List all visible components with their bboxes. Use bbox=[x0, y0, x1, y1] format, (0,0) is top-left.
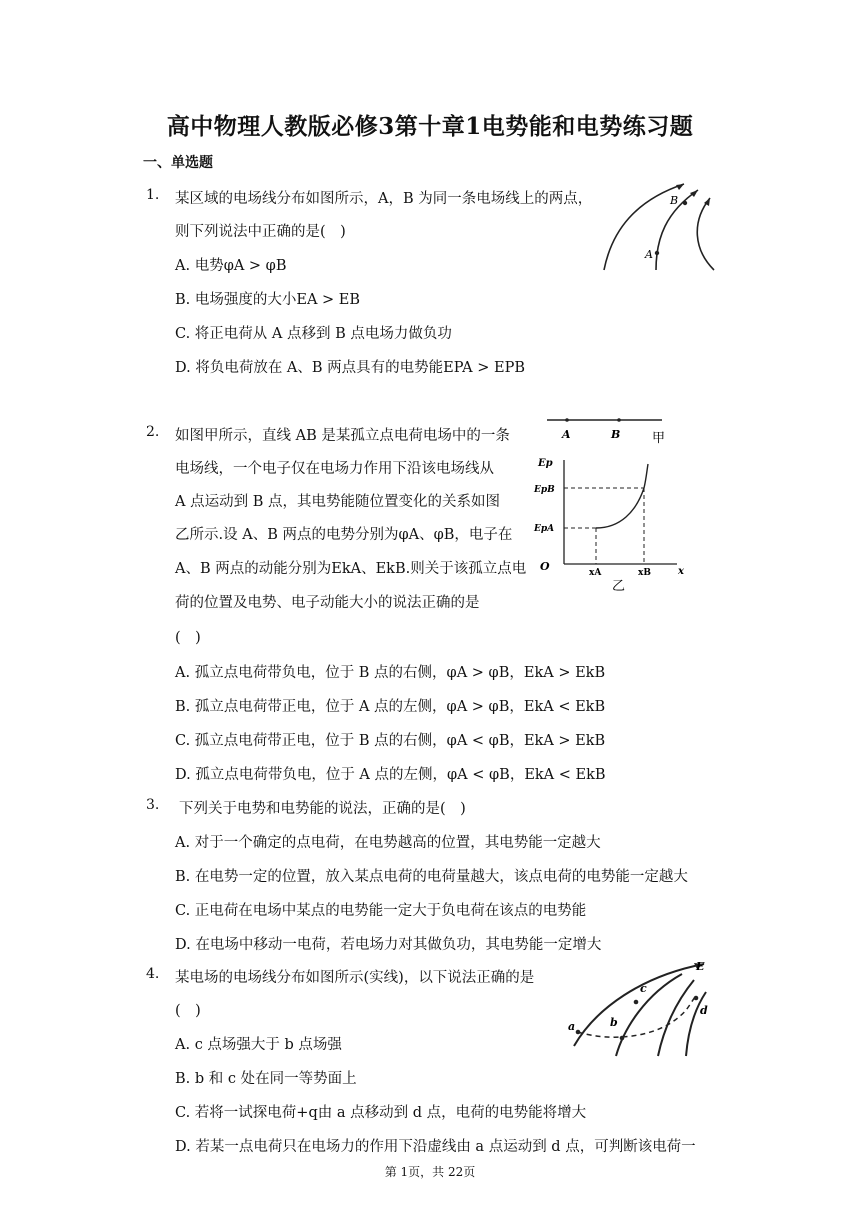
question-2-stem-line: A、B 两点的动能分别为EkA、EkB.则关于该孤立点电 bbox=[175, 561, 527, 577]
question-4-stem-line: ( ) bbox=[175, 1003, 201, 1019]
question-2-stem-line: 乙所示.设 A、B 两点的电势分别为φA、φB，电子在 bbox=[175, 527, 513, 543]
question-1-field-figure bbox=[598, 178, 723, 276]
question-1-stem-line: 则下列说法中正确的是( ) bbox=[175, 224, 346, 240]
x-axis-label: x bbox=[678, 566, 684, 577]
question-4-option-a: A. c 点场强大于 b 点场强 bbox=[175, 1037, 342, 1053]
question-3-stem-line: 下列关于电势和电势能的说法，正确的是( ) bbox=[179, 801, 466, 817]
question-2-stem-line: 如图甲所示，直线 AB 是某孤立点电荷电场中的一条 bbox=[175, 428, 510, 444]
point-a bbox=[565, 418, 569, 422]
point-c-label: c bbox=[640, 982, 647, 995]
section-heading: 一、单选题 bbox=[143, 155, 213, 171]
question-2-option-c: C. 孤立点电荷带正电，位于 B 点的右侧，φA < φB，EkA > EkB bbox=[175, 733, 606, 749]
figure-yi-label: 乙 bbox=[612, 579, 626, 594]
question-2-number: 2. bbox=[146, 424, 160, 440]
point-b bbox=[617, 418, 621, 422]
question-2-option-d: D. 孤立点电荷带负电，位于 A 点的左侧，φA < φB，EkA < EkB bbox=[175, 767, 606, 783]
question-3-option-d: D. 在电场中移动一电荷，若电场力对其做负功，其电势能一定增大 bbox=[175, 937, 602, 953]
question-3-option-a: A. 对于一个确定的点电荷，在电势越高的位置，其电势能一定越大 bbox=[175, 835, 601, 851]
page-footer: 第 1页，共 22页 bbox=[384, 1165, 476, 1179]
question-3-option-b: B. 在电势一定的位置，放入某点电荷的电荷量越大，该点电荷的电势能一定越大 bbox=[175, 869, 688, 885]
question-4-number: 4. bbox=[146, 966, 160, 982]
question-4-stem-line: 某电场的电场线分布如图所示(实线)，以下说法正确的是 bbox=[175, 970, 535, 986]
point-b-label: b bbox=[610, 1016, 618, 1029]
question-4-field-figure bbox=[560, 958, 720, 1060]
point-d-label: d bbox=[700, 1004, 708, 1017]
field-line bbox=[658, 980, 694, 1056]
ep-curve bbox=[596, 464, 648, 528]
point-b bbox=[620, 1036, 625, 1041]
point-a bbox=[655, 251, 659, 255]
ep-axis-label: Ep bbox=[538, 458, 553, 469]
point-c bbox=[634, 1000, 639, 1005]
epa-label: EpA bbox=[534, 524, 555, 534]
field-line bbox=[686, 992, 706, 1056]
question-1-option-a: A. 电势φA > φB bbox=[175, 258, 287, 274]
question-2-stem-line: ( ) bbox=[175, 630, 201, 646]
question-1-option-b: B. 电场强度的大小EA > EB bbox=[175, 292, 361, 308]
xa-label: xA bbox=[589, 568, 602, 578]
point-b-label: B bbox=[611, 428, 621, 441]
point-a-label: A bbox=[562, 428, 571, 441]
figure-jia-label: 甲 bbox=[652, 431, 666, 446]
page-title: 高中物理人教版必修3第十章1电势能和电势练习题 bbox=[166, 113, 694, 140]
question-4-option-b: B. b 和 c 处在同一等势面上 bbox=[175, 1071, 357, 1087]
point-a-label: a bbox=[568, 1020, 576, 1033]
field-line bbox=[574, 964, 704, 1046]
question-1-option-d: D. 将负电荷放在 A、B 两点具有的电势能EPA > EPB bbox=[175, 360, 526, 376]
question-2-option-a: A. 孤立点电荷带负电，位于 B 点的右侧，φA > φB，EkA > EkB bbox=[175, 665, 606, 681]
origin-label: O bbox=[540, 560, 550, 573]
point-b bbox=[683, 201, 687, 205]
question-2-figure bbox=[532, 412, 692, 594]
question-2-stem-line: 荷的位置及电势、电子动能大小的说法正确的是 bbox=[175, 595, 480, 611]
field-e-label: E bbox=[696, 960, 705, 973]
question-2-stem-line: A 点运动到 B 点，其电势能随位置变化的关系如图 bbox=[175, 494, 500, 510]
point-a bbox=[576, 1030, 581, 1035]
question-2-stem-line: 电场线，一个电子仅在电场力作用下沿该电场线从 bbox=[175, 461, 494, 477]
question-1-number: 1. bbox=[146, 187, 160, 203]
xb-label: xB bbox=[638, 568, 651, 578]
question-3-number: 3. bbox=[146, 797, 160, 813]
point-a-label: A bbox=[645, 248, 653, 261]
question-4-option-d: D. 若某一点电荷只在电场力的作用下沿虚线由 a 点运动到 d 点，可判断该电荷一 bbox=[175, 1139, 696, 1155]
question-3-option-c: C. 正电荷在电场中某点的电势能一定大于负电荷在该点的电势能 bbox=[175, 903, 587, 919]
arrowhead-icon bbox=[676, 184, 684, 190]
question-1-stem-line: 某区域的电场线分布如图所示，A，B 为同一条电场线上的两点， bbox=[175, 191, 593, 207]
point-b-label: B bbox=[670, 194, 679, 207]
field-line bbox=[697, 198, 714, 270]
question-1-option-c: C. 将正电荷从 A 点移到 B 点电场力做负功 bbox=[175, 326, 452, 342]
epb-label: EpB bbox=[534, 485, 555, 495]
question-2-option-b: B. 孤立点电荷带正电，位于 A 点的左侧，φA > φB，EkA < EkB bbox=[175, 699, 606, 715]
question-4-option-c: C. 若将一试探电荷+q由 a 点移动到 d 点，电荷的电势能将增大 bbox=[175, 1105, 587, 1121]
point-d bbox=[694, 996, 699, 1001]
